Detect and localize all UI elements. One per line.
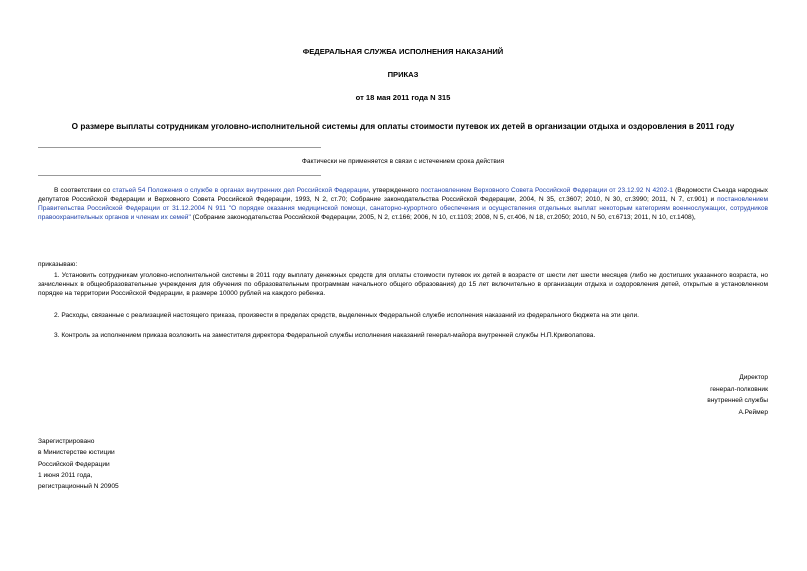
order-word: приказываю: (38, 261, 78, 268)
order-item-2 (38, 311, 768, 320)
order-item-3-text: 3. Контроль за исполнением приказа возложить на заместителя директора Федеральной службы исполнения наказаний генерал-майора внутренней службы Н.П.Криволапова. (54, 332, 596, 339)
document-type: ПРИКАЗ (387, 70, 419, 79)
link-supreme-council-resolution[interactable]: постановлением Верховного Совета Российской Федерации от 23.12.92 N 4202-1 (420, 187, 673, 194)
signature-service: внутренней службы (707, 397, 768, 404)
preamble (38, 186, 768, 222)
agency-name: ФЕДЕРАЛЬНАЯ СЛУЖБА ИСПОЛНЕНИЯ НАКАЗАНИЙ (302, 47, 504, 56)
date-number: от 18 мая 2011 года N 315 (355, 93, 451, 102)
link-government-resolution-911[interactable]: постановлением Правительства Российской Федерации от 31.12.2004 N 911 "О порядке оказания медицинской помощи, санаторно-курортного обеспечения и осуществления отдельных выплат некоторым категориям военнослужащих, сотрудников правоохранительных органов и членам их семей" (38, 196, 768, 221)
document-title: О размере выплаты сотрудникам уголовно-исполнительной системы для оплаты стоимости путевок их детей в организации отдыха и оздоровления в 2011 году (71, 122, 735, 131)
registration-date: 1 июня 2011 года, (38, 471, 93, 479)
order-item-2-text: 2. Расходы, связанные с реализацией настоящего приказа, произвести в пределах средств, выделенных Федеральной службе исполнения наказаний из федерального бюджета на эти цели. (54, 312, 639, 319)
registration-line-3: Российской Федерации (38, 460, 110, 468)
preamble-text-4: (Собрание законодательства Российской Федерации, 2005, N 2, ст.166; 2006, N 10, ст.1103; 2008, N 5, ст.406, N 18, ст.2050; 2010, N 50, ст.6713; 2011, N 10, ст.1408), (190, 214, 696, 221)
preamble-text-1: В соответствии со (54, 187, 113, 194)
divider-bottom (38, 175, 321, 176)
link-article-54[interactable]: статьей 54 Положения о службе в органах внутренних дел Российской Федерации (112, 187, 369, 194)
order-item-3 (38, 331, 768, 340)
order-item-1-text: 1. Установить сотрудникам уголовно-исполнительной системы в 2011 году выплату денежных средств для оплаты стоимости путевок их детей в возрасте от шести лет шести месяцев (либо не достигших указанного возраста, но зачисленных в общеобразовательные учреждения для обучения по образовательным программам начального общего образования) до 15 лет включительно в организации отдыха и оздоровления детей, открытые в установленном порядке на территории Российской Федерации, в размере 10000 рублей на каждого ребенка. (38, 272, 768, 297)
divider-top (38, 147, 321, 148)
registration-line-2: в Министерстве юстиции (38, 449, 115, 457)
status-note: Фактически не применяется в связи с истечением срока действия (301, 158, 505, 165)
signature-block (568, 372, 768, 418)
signature-position: Директор (739, 374, 768, 381)
order-item-1 (38, 271, 768, 298)
preamble-text-2: , утвержденного (368, 187, 421, 194)
registration-block (38, 436, 119, 492)
signature-name: А.Реймер (738, 408, 768, 416)
signature-rank: генерал-полковник (710, 385, 768, 393)
preamble-text-3: (Ведомости Съезда народных депутатов Российской Федерации и Верховного Совета Российской Федерации, 1993, N 2, ст.70; Собрание законодательства Российской Федерации, 2004, N 35, ст.3607; 2010, N 30, ст.3990; 2011, N 7, ст.901) и (38, 187, 768, 203)
registration-line-1: Зарегистрировано (38, 438, 95, 445)
registration-number: регистрационный N 20905 (38, 483, 119, 491)
